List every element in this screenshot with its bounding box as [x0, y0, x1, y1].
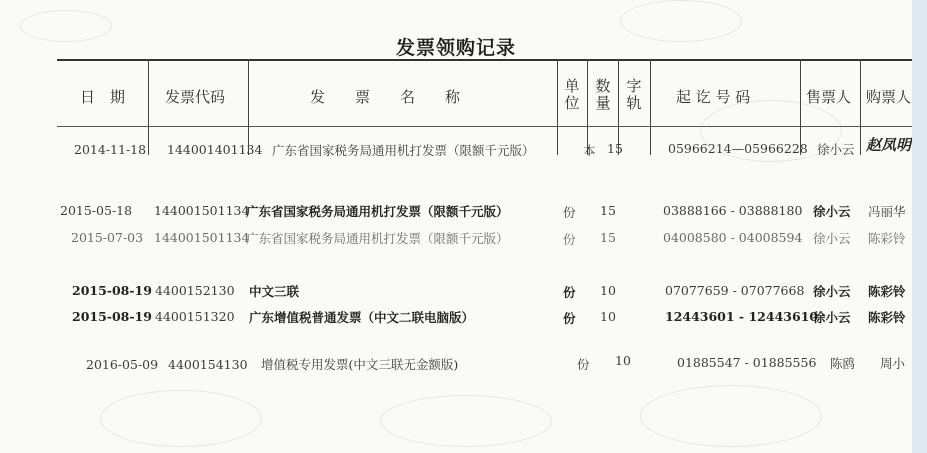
cell-unit: 份: [563, 205, 576, 220]
header-invoice-code: 发票代码: [165, 88, 226, 106]
cell-date: 2016-05-09: [86, 357, 159, 372]
header-number-range: 起 讫 号 码: [676, 88, 751, 106]
cell-code: 4400154130: [168, 357, 248, 372]
cell-name: 中文三联: [249, 284, 300, 299]
column-divider: [248, 59, 249, 155]
cell-buyer: 周小: [880, 356, 906, 371]
cell-buyer: 陈彩铃: [868, 310, 906, 325]
cell-quantity: 15: [600, 230, 616, 245]
column-divider: [860, 59, 861, 155]
cell-buyer-signature: 赵凤明: [866, 136, 912, 154]
cell-unit: 份: [563, 285, 576, 300]
cell-unit: 本: [583, 143, 596, 158]
cell-seller: 徐小云: [813, 310, 851, 325]
cell-seller: 徐小云: [817, 142, 855, 157]
cell-date: 2015-05-18: [60, 203, 133, 218]
cell-seller: 徐小云: [813, 204, 851, 219]
cell-quantity: 10: [615, 353, 631, 368]
header-date: 日 期: [80, 88, 126, 106]
watermark-pattern: [380, 395, 552, 447]
cell-buyer: 陈彩铃: [868, 231, 906, 246]
cell-code: 4400152130: [155, 283, 235, 298]
cell-date: 2014-11-18: [74, 142, 147, 157]
page-title: 发票领购记录: [395, 37, 516, 59]
page-edge: [912, 0, 927, 453]
cell-number-range: 01885547 - 01885556: [677, 355, 817, 370]
cell-quantity: 15: [600, 203, 616, 218]
column-divider: [148, 59, 149, 155]
cell-code: 144001401134: [167, 142, 263, 157]
cell-unit: 份: [563, 232, 576, 247]
header-seller: 售票人: [806, 88, 852, 106]
cell-seller: 徐小云: [813, 284, 851, 299]
cell-code: 4400151320: [155, 309, 235, 324]
cell-buyer: 陈彩铃: [868, 284, 906, 299]
cell-code: 144001501134: [154, 230, 250, 245]
header-invoice-name: 发 票 名 称: [310, 88, 461, 106]
cell-buyer: 冯丽华: [868, 204, 906, 219]
header-unit: 单位: [564, 77, 580, 112]
column-divider: [650, 59, 651, 155]
header-quantity: 数量: [595, 77, 611, 112]
cell-seller: 陈鸥: [830, 356, 856, 371]
cell-name: 广东省国家税务局通用机打发票（限额千元版）: [272, 143, 535, 158]
cell-quantity: 10: [600, 283, 616, 298]
cell-number-range: 03888166 - 03888180: [663, 203, 803, 218]
header-buyer: 购票人: [866, 88, 912, 106]
cell-number-range: 12443601 - 12443610: [665, 309, 819, 324]
cell-date: 2015-08-19: [72, 309, 152, 324]
cell-number-range: 07077659 - 07077668: [665, 283, 805, 298]
cell-seller: 徐小云: [813, 231, 851, 246]
cell-name: 增值税专用发票(中文三联无金额版): [261, 357, 459, 372]
cell-name: 广东省国家税务局通用机打发票（限额千元版）: [246, 204, 509, 219]
cell-number-range: 05966214—05966228: [668, 141, 808, 156]
cell-code: 144001501134: [154, 203, 250, 218]
table-top-rule: [57, 59, 912, 61]
column-divider: [557, 59, 558, 155]
header-divider: [57, 126, 912, 127]
cell-date: 2015-07-03: [71, 230, 144, 245]
cell-name: 广东省国家税务局通用机打发票（限额千元版）: [246, 231, 509, 246]
watermark-pattern: [640, 385, 822, 447]
cell-unit: 份: [563, 311, 576, 326]
cell-quantity: 15: [607, 141, 623, 156]
cell-number-range: 04008580 - 04008594: [663, 230, 803, 245]
cell-quantity: 10: [600, 309, 616, 324]
watermark-pattern: [100, 390, 262, 447]
cell-date: 2015-08-19: [72, 283, 152, 298]
header-copies: 字轨: [626, 77, 642, 112]
cell-unit: 份: [577, 357, 590, 372]
cell-name: 广东增值税普通发票（中文二联电脑版）: [249, 310, 475, 325]
